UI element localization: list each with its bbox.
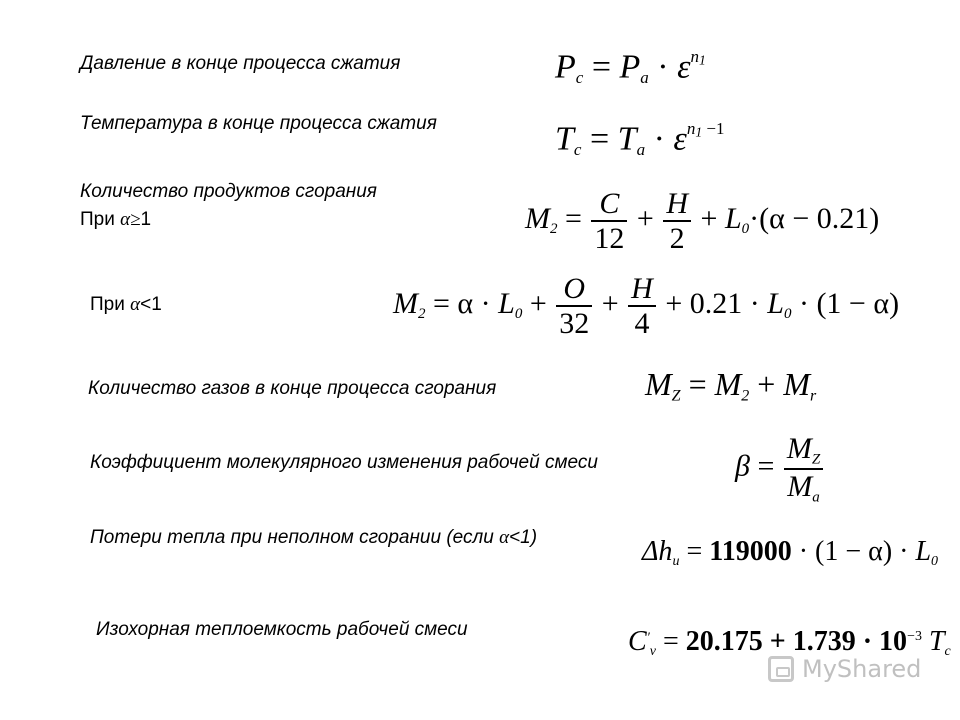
formula-combustion-products-alpha-lt-1: $M_2 = \alpha \cdot L_0$ + $\frac{O}{32}$ + $\frac{H}{4}$ + $0.21 \cdot L_0 \cdot (1 - \alpha)$	[393, 272, 900, 340]
label-isochoric-heat-capacity: Изохорная теплоемкость рабочей смеси	[96, 619, 468, 640]
alpha-symbol: α	[499, 527, 510, 548]
label-condition-alpha-ge-1	[80, 209, 151, 231]
label-condition-alpha-lt-1	[90, 294, 162, 316]
label-combustion-products: Количество продуктов сгорания	[80, 181, 377, 202]
formula-molecular-change: β = $\frac{M_Z}{M_a}$	[735, 432, 825, 506]
label-compression-temperature: Температура в конце процесса сжатия	[80, 113, 437, 134]
fraction-c-12: $\frac{C}{12}$	[591, 187, 627, 255]
alpha-symbol: α	[130, 294, 141, 315]
formula-compression-pressure: $P_c = P_a \cdot \varepsilon^{n_1}$	[555, 47, 706, 88]
label-compression-pressure: Давление в конце процесса сжатия	[80, 53, 401, 74]
fraction-h-4: $\frac{H}{4}$	[628, 272, 656, 340]
label-molecular-change: Коэффициент молекулярного изменения рабочей смеси	[90, 452, 598, 473]
label-heat-loss: Потери тепла при неполном сгорании (если α<1)	[90, 527, 538, 548]
formula-gas-quantity: $M_Z = M_2 + M_r$	[645, 366, 817, 405]
alpha-symbol: α≥	[120, 209, 141, 230]
formula-combustion-products-alpha-ge-1: $M_2$ = $\frac{C}{12}$ + $\frac{H}{2}$ + $L_0\cdot(\alpha - 0.21)$	[525, 187, 880, 255]
formula-isochoric-heat-capacity: $C'_v = 20.175 + 1.739 \cdot 10^{-3}$ $T_c$	[628, 626, 951, 659]
condition-prefix: При	[80, 209, 121, 230]
label-gas-quantity: Количество газов в конце процесса сгорания	[88, 378, 497, 399]
watermark	[768, 655, 921, 683]
fraction-o-32: $\frac{O}{32}$	[556, 272, 592, 340]
fraction-h-2: $\frac{H}{2}$	[663, 187, 691, 255]
formula-compression-temperature: $T_c = T_a \cdot \varepsilon^{n_1 -1}$	[555, 119, 725, 160]
slideshow-icon	[768, 656, 794, 682]
condition-value: <1	[140, 294, 162, 315]
formula-heat-loss: $\Delta h_u = 119000 \cdot (1 - \alpha) \cdot L_0$	[642, 536, 939, 569]
watermark-text: MyShared	[802, 655, 922, 683]
fraction-mz-ma: $\frac{M_Z}{M_a}$	[784, 432, 823, 506]
condition-prefix: При	[90, 294, 131, 315]
condition-value: 1	[140, 209, 152, 230]
